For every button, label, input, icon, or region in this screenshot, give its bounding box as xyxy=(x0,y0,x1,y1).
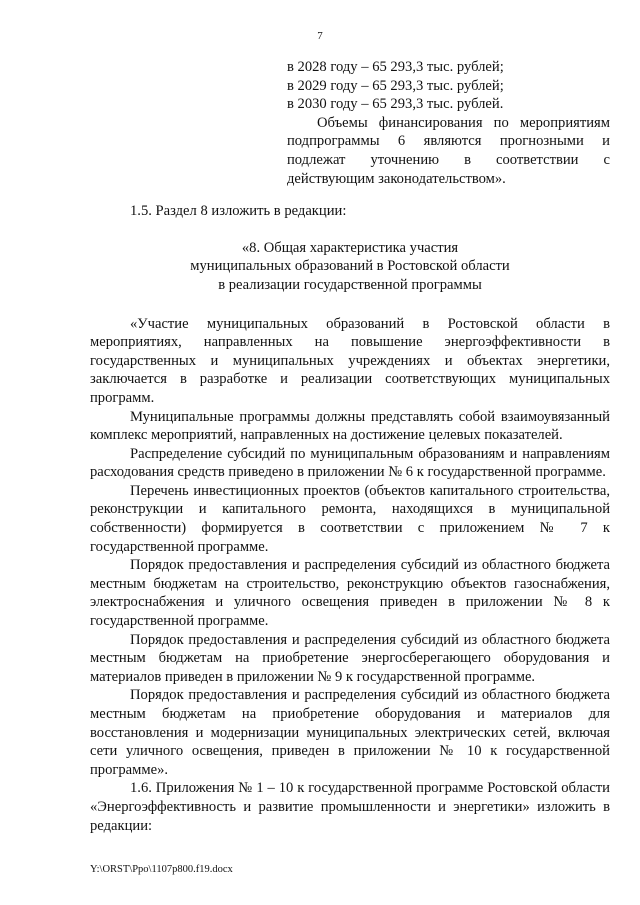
heading-line-3: в реализации государственной программы xyxy=(218,276,482,293)
paragraph: Перечень инвестиционных проектов (объектов капитального строительства, реконструкции и капитального ремонта, находящихся в муниципальной собственности) формируется в соответствии с приложением № 7 к государственной программе. xyxy=(90,482,610,555)
financing-line-2028: в 2028 году – 65 293,3 тыс. рублей; xyxy=(287,59,504,75)
paragraph: Порядок предоставления и распределения субсидий из областного бюджета местным бюджетам на строительство, реконструкцию объектов газоснабжения, электроснабжения и уличного освещения приведен в приложении № 8 к государственной программе. xyxy=(90,557,610,630)
document-body xyxy=(90,58,610,835)
file-path-footer: Y:\ORST\Ppo\1107p800.f19.docx xyxy=(90,864,233,875)
paragraph: Муниципальные программы должны представлять собой взаимоувязанный комплекс мероприятий, направленных на достижение целевых показателей. xyxy=(90,408,610,444)
section-heading xyxy=(90,239,610,295)
item-1-6: 1.6. Приложения № 1 – 10 к государственной программе Ростовской области «Энергоэффективность и развитие промышленности и энергетики» изложить в редакции: xyxy=(90,780,610,834)
heading-line-1: «8. Общая характеристика участия xyxy=(241,239,459,256)
item-1-5: 1.5. Раздел 8 изложить в редакции: xyxy=(130,203,347,220)
financing-line-2030: в 2030 году – 65 293,3 тыс. рублей. xyxy=(287,96,504,113)
financing-note: Объемы финансирования по мероприятиям подпрограммы 6 являются прогнозными и подлежат уточнению в соответствии с действующим законодательством». xyxy=(287,114,610,187)
paragraph: Порядок предоставления и распределения субсидий из областного бюджета местным бюджетам на приобретение энергосберегающего оборудования и материалов приведен в приложении № 9 к государственной программе. xyxy=(90,631,610,685)
page-number: 7 xyxy=(317,30,323,42)
paragraph: Распределение субсидий по муниципальным образованиям и направлениям расходования средств приведено в приложении № 6 к государственной программе. xyxy=(90,445,610,481)
financing-block xyxy=(287,58,610,188)
heading-line-2: муниципальных образований в Ростовской области xyxy=(190,258,510,275)
paragraph: Порядок предоставления и распределения субсидий из областного бюджета местным бюджетам на приобретение оборудования и материалов для восстановления и модернизации муниципальных электрических сетей, включая сети уличного освещения, приведен в приложении № 10 к государственной программе». xyxy=(90,687,610,778)
financing-line-2029: в 2029 году – 65 293,3 тыс. рублей; xyxy=(287,77,504,94)
paragraph: «Участие муниципальных образований в Ростовской области в мероприятиях, направленных на повышение энергоэффективности в государственных и муниципальных учреждениях и объектах энергетики, заключается в разработке и реализации соответствующих муниципальных программ. xyxy=(90,315,610,406)
